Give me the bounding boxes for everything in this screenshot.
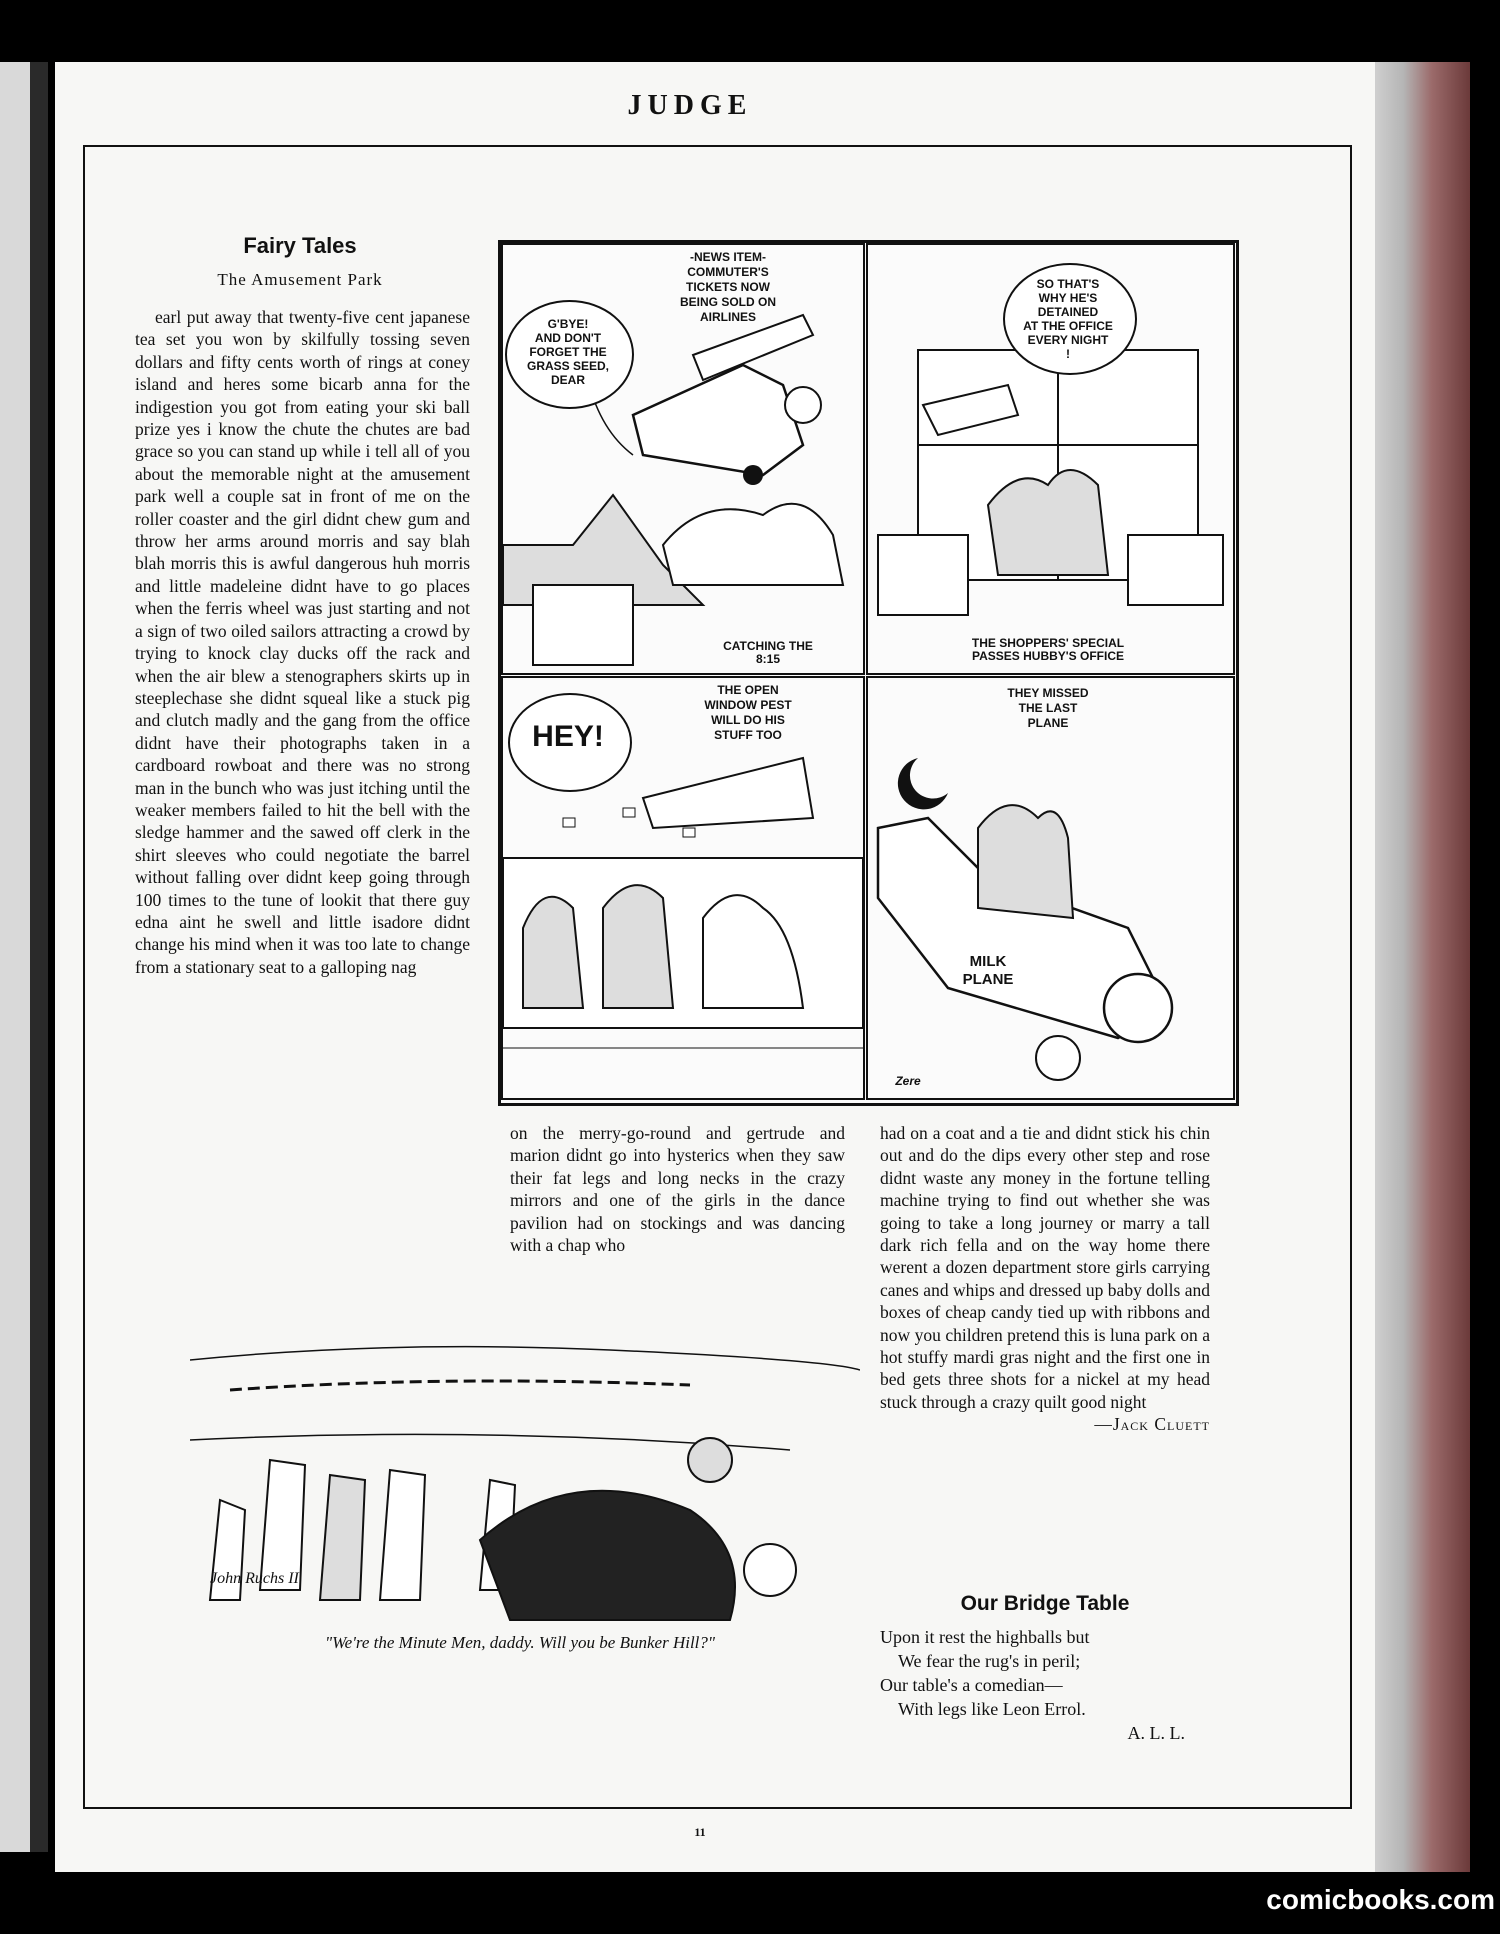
panel-1-caption: -NEWS ITEM- COMMUTER'S TICKETS NOW BEING SOLD ON AIRLINES [679,250,776,324]
poem-line-3: Our table's a comedian— [880,1675,1063,1695]
article-title: Fairy Tales [243,233,357,258]
article-subtitle: The Amusement Park [217,270,383,289]
panel-4-drawing [868,678,1233,1098]
comic-strip [498,240,1239,1106]
poem-author: A. L. L. [1127,1723,1185,1743]
panel-3-caption: THE OPEN WINDOW PEST WILL DO HIS STUFF TOO [704,683,792,742]
panel-2-footer: THE SHOPPERS' SPECIAL PASSES HUBBY'S OFFICE [971,636,1125,663]
panel-4-sign: MILK PLANE [962,953,1014,988]
poem-line-4: With legs like Leon Errol. [898,1699,1086,1719]
panel-1-footer: CATCHING THE 8:15 [723,639,813,666]
panel-2-balloon-text: SO THAT'S WHY HE'S DETAINED AT THE OFFICE EVERY NIGHT ! [1023,277,1113,361]
panel-4-caption: THEY MISSED THE LAST PLANE [1007,686,1089,730]
article-author-name: —Jack Cluett [1094,1414,1210,1435]
book-spine [1375,62,1470,1872]
comic-panel-4 [866,676,1235,1100]
article-column-1 [135,306,470,978]
comic-panel-2 [866,243,1235,675]
comic-panel-3 [501,676,865,1100]
poem-line-2: We fear the rug's in peril; [898,1651,1081,1671]
beach-cartoon [190,1300,860,1630]
poem-title: Our Bridge Table [960,1592,1130,1615]
poem [880,1625,1195,1745]
panel-3-balloon-text: HEY! [532,720,604,753]
cartoon-caption: "We're the Minute Men, daddy. Will you be Bunker Hill?" [324,1633,716,1652]
article-column-3-text: had on a coat and a tie and didnt stick his chin out and do the dips every other step and rose didnt waste any money in the fortune telling machine trying to find out whether she was going to take a long journey or marry a tall dark rich fella and on the way home there werent a dozen department store girls carrying canes and whips and dressed up baby dolls and boxes of cheap candy tied up with ribbons and now you children pretend this is luna park on a hot stuffy mardi gras night and the first one in bed gets three shots for a nickel at my head stuck through a crazy quilt good night [880,1123,1210,1412]
poem-line-1: Upon it rest the highballs but [880,1627,1090,1647]
cartoon-signature: John Ruchs II [210,1570,299,1587]
article-column-2 [510,1122,845,1256]
facing-page-strip [0,62,30,1852]
article-author [880,1413,1210,1435]
page-number: 11 [694,1825,706,1839]
comic-panel-1 [501,243,865,675]
magazine-header: JUDGE [627,90,753,121]
article-column-1-text: earl put away that twenty-five cent japanese tea set you won by skilfully tossing seven dollars and fifty cents worth of rings at coney island and heres some bicarb anna for the indigestion you got from eating your ski ball prize yes i know the chute the chutes are bad grace so you can stand up while i tell all of you about the memorable night at the amusement park well a couple sat in front of me on the roller coaster and the girl didnt chew gum and throw her arms around morris and say blah blah morris this is awful dangerous huh morris and little madeleine didnt have to go places when the ferris wheel was just starting and not a sign of two oiled sailors attracting a crowd by trying to knock clay ducks off the rack and when the air blew a stenographers skirts up in steeplechase she didnt squeal like a stuck pig and clutch madly and the gang from the office didnt have their photographs taken in a cardboard rowboat and there was no strong man in the bunch who was just itching until the weaker members failed to hit the bell with the sledge hammer and the sawed off clerk in the shirt sleeves who could negotiate the barrel without falling over didnt keep going through 100 times to the tune of lookit that there guy edna aint he swell and little isadore didnt change his mind when it was too late to change from a stationary seat to a galloping nag [135,307,470,977]
article-column-2-text: on the merry-go-round and gertrude and marion didnt go into hysterics when they saw their fat legs and long necks in the crazy mirrors and one of the girls in the dance pavilion had on stockings and was dancing with a chap who [510,1123,845,1256]
panel-4-signature: Zere [895,1074,921,1088]
article-column-3 [880,1122,1210,1436]
panel-1-balloon-text: G'BYE! AND DON'T FORGET THE GRASS SEED, DEAR [526,317,610,387]
watermark: comicbooks.com [1266,1884,1495,1915]
